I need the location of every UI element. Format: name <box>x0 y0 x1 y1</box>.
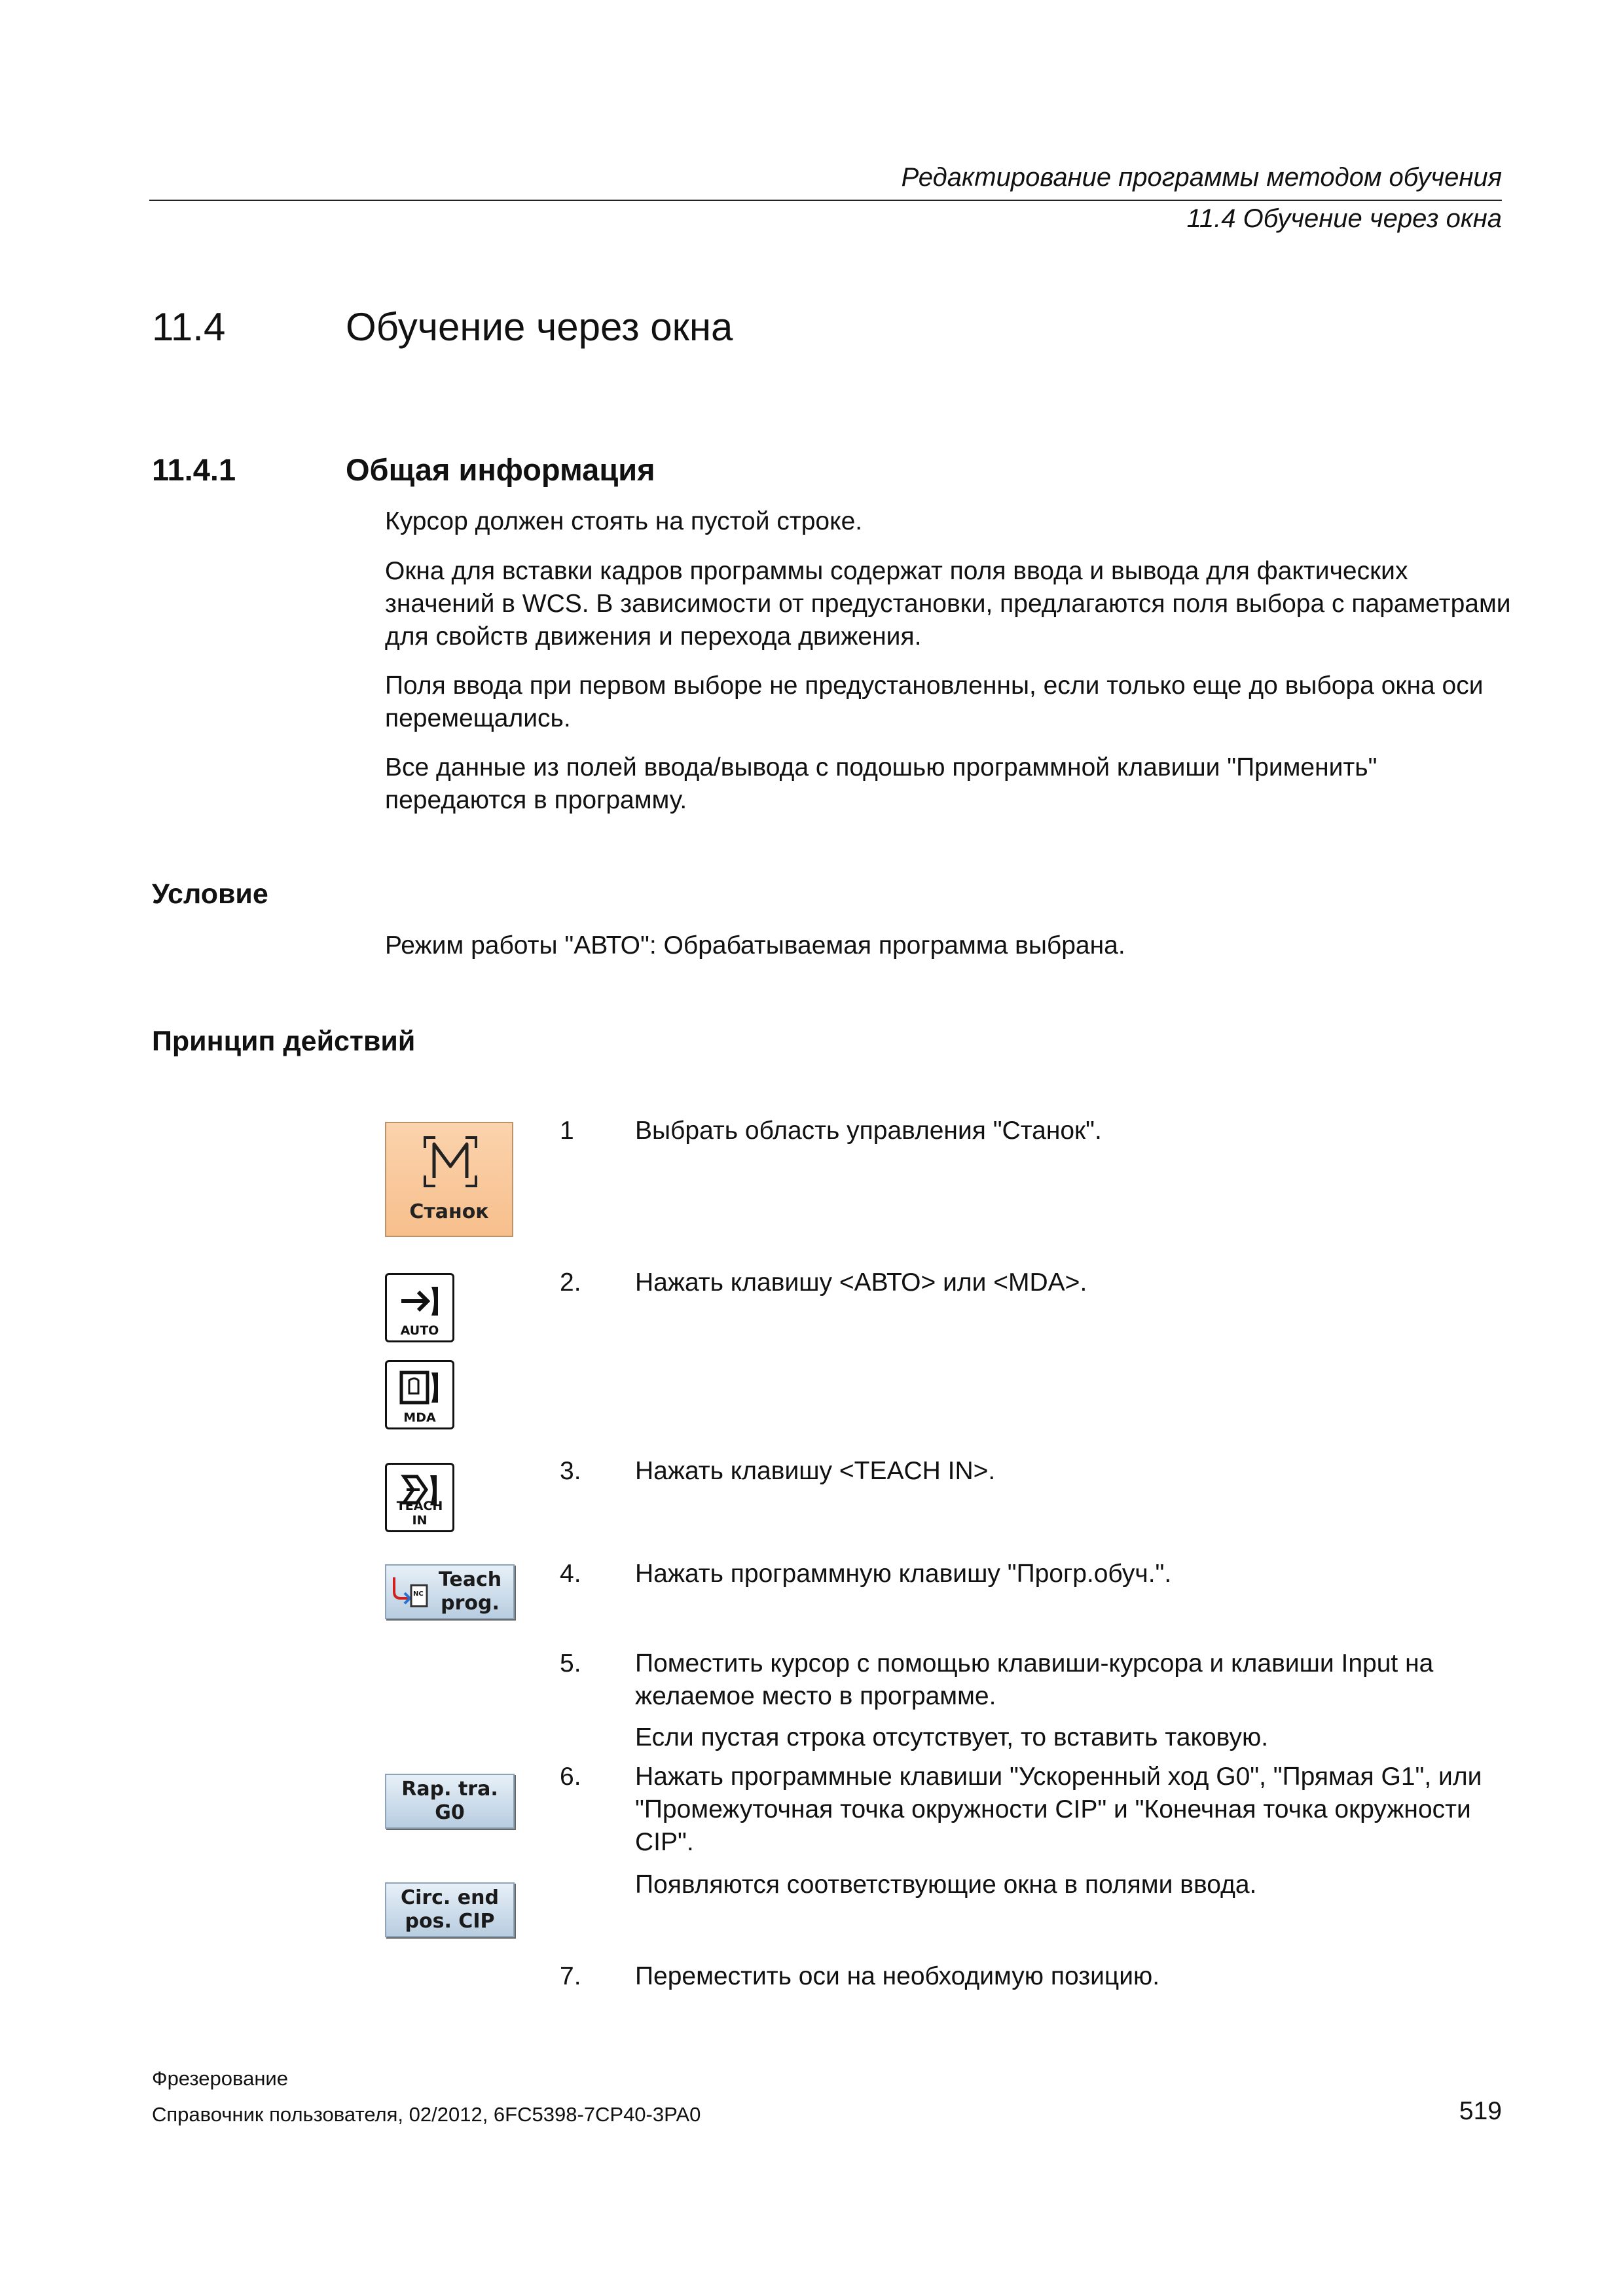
page-number: 519 <box>1459 2097 1502 2125</box>
subsection-title: Общая информация <box>346 452 655 487</box>
teach-prog-softkey-line1: Teach <box>438 1568 502 1591</box>
circ-end-softkey-line2: pos. CIP <box>405 1910 495 1933</box>
machine-key <box>385 1122 513 1237</box>
step-number: 7. <box>560 1962 581 1990</box>
mda-key-label: MDA <box>403 1410 436 1425</box>
intro-paragraph: Все данные из полей ввода/вывода с подошью программной клавиши "Применить" передаются в программу. <box>385 753 1377 814</box>
step-number: 4. <box>560 1560 581 1588</box>
header-rule <box>149 200 1502 201</box>
rapid-traverse-softkey-line1: Rap. tra. <box>401 1778 498 1801</box>
step-note: Если пустая строка отсутствует, то вставить таковую. <box>635 1723 1269 1751</box>
auto-arrow-icon <box>397 1283 443 1319</box>
step-number: 6. <box>560 1763 581 1791</box>
teach-prog-softkey <box>385 1564 515 1619</box>
running-header-section: 11.4 Обучение через окна <box>1186 204 1502 233</box>
auto-key <box>385 1273 454 1342</box>
footer-product: Фрезерование <box>152 2067 288 2090</box>
teach-prog-icon <box>390 1572 431 1613</box>
step-text: Переместить оси на необходимую позицию. <box>635 1962 1160 1990</box>
mda-hand-icon <box>397 1369 443 1407</box>
step-number: 3. <box>560 1457 581 1485</box>
step-text: Нажать клавишу <АВТО> или <MDA>. <box>635 1268 1087 1297</box>
rapid-traverse-softkey <box>385 1774 515 1829</box>
step-text: Выбрать область управления "Станок". <box>635 1117 1102 1145</box>
teach-in-key <box>385 1463 454 1532</box>
footer-manual: Справочник пользователя, 02/2012, 6FC5398-7CP40-3PA0 <box>152 2103 701 2126</box>
step-text: Нажать программную клавишу "Прогр.обуч.". <box>635 1560 1172 1588</box>
auto-key-label: AUTO <box>400 1323 439 1338</box>
running-header-chapter: Редактирование программы методом обучения <box>901 163 1502 192</box>
intro-paragraph: Поля ввода при первом выборе не предустановленны, если только еще до выбора окна оси перемещались. <box>385 672 1484 732</box>
section-number: 11.4 <box>152 305 226 349</box>
teach-in-key-label: TEACH IN <box>396 1499 443 1528</box>
condition-heading: Условие <box>152 878 268 910</box>
principle-heading: Принцип действий <box>152 1026 416 1057</box>
step-number: 1 <box>560 1117 574 1145</box>
step-text: Поместить курсор с помощью клавиши-курсора и клавиши Input на желаемое место в программе. <box>635 1649 1434 1710</box>
machine-key-label: Станок <box>409 1200 489 1223</box>
subsection-number: 11.4.1 <box>152 452 236 487</box>
teach-prog-softkey-line2: prog. <box>441 1592 500 1615</box>
step-note: Появляются соответствующие окна в полями ввода. <box>635 1871 1257 1899</box>
rapid-traverse-softkey-line2: G0 <box>435 1801 465 1824</box>
intro-paragraph: Окна для вставки кадров программы содержат поля ввода и вывода для фактических значений в WCS. В зависимости от предустановки, предлагаются поля выбора с параметрами для свойств движения и перехода движения. <box>385 557 1511 651</box>
condition-text: Режим работы "АВТО": Обрабатываемая программа выбрана. <box>385 931 1125 960</box>
step-number: 5. <box>560 1649 581 1677</box>
section-title: Обучение через окна <box>346 305 733 349</box>
step-text: Нажать клавишу <TEACH IN>. <box>635 1457 996 1485</box>
m-icon <box>422 1135 479 1189</box>
step-text: Нажать программные клавиши "Ускоренный ход G0", "Прямая G1", или "Промежуточная точка окружности CIP" и "Конечная точка окружности CIP". <box>635 1763 1482 1856</box>
mda-key <box>385 1360 454 1429</box>
step-number: 2. <box>560 1268 581 1297</box>
svg-text:NC: NC <box>413 1590 424 1598</box>
intro-paragraph: Курсор должен стоять на пустой строке. <box>385 507 863 535</box>
circ-end-softkey <box>385 1882 515 1937</box>
circ-end-softkey-line1: Circ. end <box>401 1886 499 1909</box>
